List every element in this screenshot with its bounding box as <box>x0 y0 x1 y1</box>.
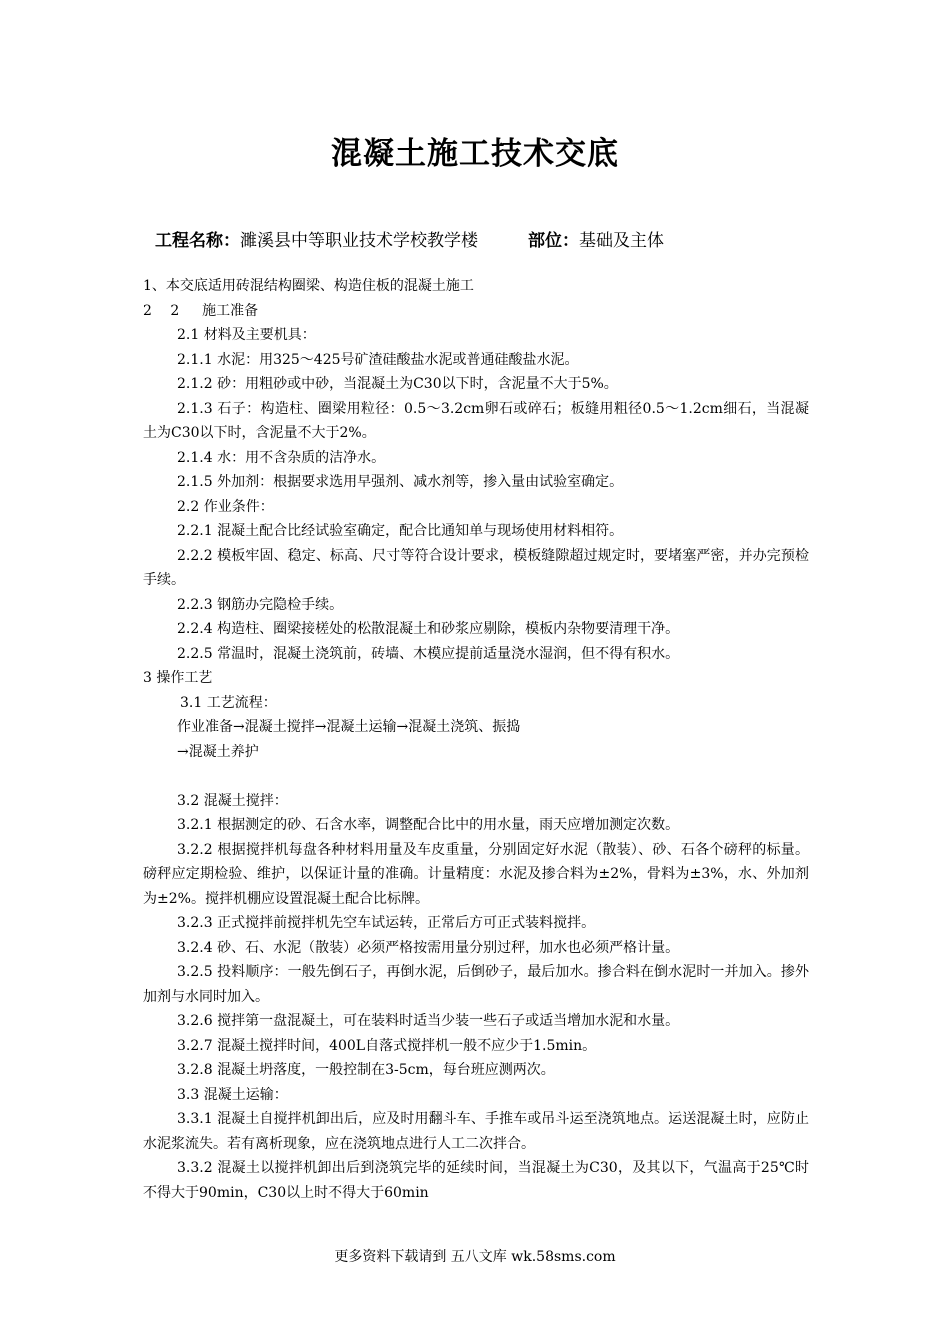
paragraph: 2.1.4 水：用不含杂质的洁净水。 <box>177 449 386 466</box>
paragraph: 1、本交底适用砖混结构圈梁、构造住板的混凝土施工 <box>143 278 474 294</box>
project-name-value: 濉溪县中等职业技术学校教学楼 <box>240 231 478 251</box>
subsection-heading: 3.3 混凝土运输： <box>177 1086 288 1103</box>
project-part-value: 基础及主体 <box>579 231 664 251</box>
project-name-label: 工程名称： <box>155 231 240 251</box>
paragraph: 3.2.2 根据搅拌机每盘各种材料用量及车皮重量，分别固定好水泥（散装）、砂、石各个磅秤的标量。磅秤应定期检验、维护，以保证计量的准确。计量精度：水泥及掺合料为±2%，骨料为±3%，水、外加剂为±2%。搅拌机棚应设置混凝土配合比标牌。 <box>143 841 809 907</box>
paragraph: 2.1.1 水泥：用325～425号矿渣硅酸盐水泥或普通硅酸盐水泥。 <box>177 351 579 368</box>
project-info <box>155 226 664 251</box>
subsection-heading: 3.2 混凝土搅拌： <box>177 792 288 809</box>
paragraph: 3.2.4 砂、石、水泥（散装）必须严格按需用量分别过秤，加水也必须严格计量。 <box>177 939 680 956</box>
subsection-heading: 3.1 工艺流程： <box>180 694 277 711</box>
document-title: 混凝土施工技术交底 <box>331 136 619 172</box>
paragraph: 3.2.6 搅拌第一盘混凝土，可在装料时适当少装一些石子或适当增加水泥和水量。 <box>177 1013 680 1029</box>
process-flow-line: →混凝土养护 <box>177 743 259 760</box>
project-part-label: 部位： <box>528 231 579 251</box>
paragraph: 3.2.1 根据测定的砂、石含水率，调整配合比中的用水量，雨天应增加测定次数。 <box>177 817 680 833</box>
paragraph: 3.2.7 混凝土搅拌时间，400L自落式搅拌机一般不应少于1.5min。 <box>177 1037 597 1054</box>
paragraph: 3.2.5 投料顺序：一般先倒石子，再倒水泥，后倒砂子，最后加水。掺合料在倒水泥时一并加入。掺外加剂与水同时加入。 <box>143 964 809 1005</box>
paragraph: 2.1.5 外加剂：根据要求选用早强剂、减水剂等，掺入量由试验室确定。 <box>177 474 624 490</box>
paragraph: 3.2.3 正式搅拌前搅拌机先空车试运转，正常后方可正式装料搅拌。 <box>177 915 596 931</box>
subsection-heading: 2.2 作业条件： <box>177 498 274 515</box>
paragraph: 2.2.4 构造柱、圈梁接槎处的松散混凝土和砂浆应剔除，模板内杂物要清理干净。 <box>177 621 680 637</box>
paragraph: 2.2.2 模板牢固、稳定、标高、尺寸等符合设计要求，模板缝隙超过规定时，要堵塞严密，并办完预检手续。 <box>143 547 809 588</box>
process-flow-line: 作业准备→混凝土搅拌→混凝土运输→混凝土浇筑、振捣 <box>177 719 521 735</box>
footer-note: 更多资料下载请到 五八文库 wk.58sms.com <box>334 1249 616 1265</box>
section-heading: 3 操作工艺 <box>143 670 213 686</box>
paragraph: 3.2.8 混凝土坍落度，一般控制在3-5cm，每台班应测两次。 <box>177 1062 555 1078</box>
subsection-heading: 2.1 材料及主要机具： <box>177 327 316 343</box>
paragraph: 2.2.5 常温时，混凝土浇筑前，砖墙、木模应提前适量浇水湿润，但不得有积水。 <box>177 645 680 662</box>
paragraph: 3.3.2 混凝土以搅拌机卸出后到浇筑完毕的延续时间，当混凝土为C30，及其以下，气温高于25℃时不得大于90min，C30以上时不得大于60min <box>143 1160 809 1201</box>
paragraph: 3.3.1 混凝土自搅拌机卸出后，应及时用翻斗车、手推车或吊斗运至浇筑地点。运送混凝土时，应防止水泥浆流失。若有离析现象，应在浇筑地点进行人工二次拌合。 <box>143 1111 809 1152</box>
paragraph: 2.2.1 混凝土配合比经试验室确定，配合比通知单与现场使用材料相符。 <box>177 523 624 539</box>
spacer <box>143 764 809 789</box>
paragraph: 2.1.2 砂：用粗砂或中砂，当混凝土为C30以下时，含泥量不大于5%。 <box>177 376 618 392</box>
paragraph: 2.2.3 钢筋办完隐检手续。 <box>177 596 344 613</box>
section-heading: 2 2 施工准备 <box>143 302 259 319</box>
paragraph: 2.1.3 石子：构造柱、圈梁用粒径：0.5～3.2cm卵石或碎石；板缝用粗径0.5～1.2cm细石，当混凝土为C30以下时，含泥量不大于2%。 <box>143 400 809 441</box>
document-body <box>143 274 809 1205</box>
